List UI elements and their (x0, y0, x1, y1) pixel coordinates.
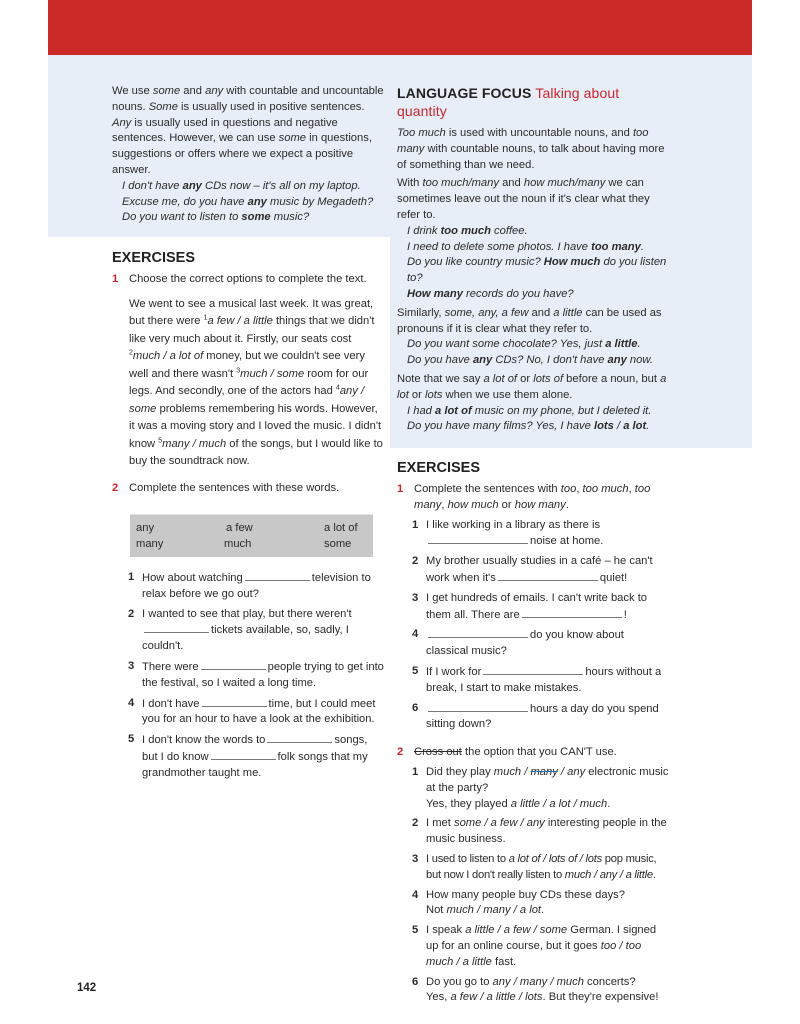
list-item: 2 My brother usually studies in a café – he can't work when it's quiet! (412, 555, 653, 584)
list-item: 4 do you know about classical music? (412, 628, 624, 658)
task-2-instruction (397, 745, 669, 761)
choice-option[interactable]: much / many / a lot (446, 904, 542, 917)
lf-example: Do you want some chocolate? Yes, just a little. (407, 338, 641, 351)
lf-paragraph: Similarly, some, any, a few and a little can be used as pronouns if it is clear what they refer to. (397, 306, 662, 335)
grammar-intro (112, 84, 384, 226)
list-item: 4 I don't have time, but I could meet you for an hour to have a look at the exhibition. (128, 696, 376, 726)
answer-blank[interactable] (428, 533, 528, 544)
crossed-out-option[interactable]: many (530, 765, 558, 778)
choice-option[interactable]: a little / a lot / much (510, 797, 608, 810)
choice-option[interactable]: some / a few / any (453, 817, 545, 830)
list-item: 5 I don't know the words to songs, but I do know folk songs that my grandmother taught me. (128, 733, 368, 779)
language-focus (397, 84, 669, 435)
language-focus-title: LANGUAGE FOCUS Talking about quantity (397, 85, 620, 119)
right-exercises (397, 460, 669, 1006)
word: any (136, 522, 155, 534)
grammar-example: Do you want to listen to some music? (122, 211, 310, 224)
answer-blank[interactable] (201, 659, 266, 670)
task-2-items (397, 765, 669, 1006)
lf-example: How many records do you have? (407, 287, 574, 300)
instruction-text: Cross out the option that you CAN'T use. (414, 746, 617, 759)
task-number: 2 (397, 746, 404, 759)
lf-paragraph: With too much/many and how much/many we can sometimes leave out the noun if it's clear what they refer to. (397, 177, 650, 221)
list-item: 6 Do you go to any / many / much concerts? Yes, a few / a little / lots. But they're expensive! (412, 975, 659, 1004)
list-item: 3 I get hundreds of emails. I can't write back to them all. There are ! (412, 591, 648, 621)
answer-blank[interactable] (211, 749, 276, 760)
header-banner (48, 0, 752, 55)
exercises-heading: EXERCISES (112, 250, 195, 266)
exercises-heading: EXERCISES (397, 460, 480, 476)
word: some (324, 538, 352, 550)
list-item: 2 I met some / a few / any interesting people in the music business. (412, 817, 667, 846)
choice-option[interactable]: much / any / a little (564, 868, 653, 881)
answer-blank[interactable] (202, 696, 267, 707)
lf-example: I drink too much coffee. (407, 224, 528, 237)
word-box (130, 514, 373, 557)
list-item: 3 I used to listen to a lot of / lots of / lots pop music, but now I don't really listen to much / any / a little. (412, 852, 657, 881)
list-item: 1 I like working in a library as there is noise at home. (412, 518, 604, 548)
word: much (224, 538, 252, 550)
task-1-items (397, 518, 669, 734)
left-exercises (112, 250, 384, 497)
lf-example: Do you like country music? How much do you listen to? (407, 256, 667, 285)
answer-blank[interactable] (483, 664, 583, 675)
choice-option[interactable]: a few / a little / lots (450, 991, 543, 1004)
answer-blank[interactable] (428, 701, 528, 712)
list-item: 4 How many people buy CDs these days? Not much / many / a lot. (412, 888, 625, 917)
instruction-text: Complete the sentences with these words. (129, 481, 340, 494)
answer-blank[interactable] (498, 570, 598, 581)
list-item: 3 There were people trying to get into the festival, so I waited a long time. (128, 659, 384, 689)
list-item: 5 If I work for hours without a break, I start to make mistakes. (412, 664, 662, 694)
answer-blank[interactable] (267, 732, 332, 743)
lf-example: Do you have many films? Yes, I have lots / a lot. (407, 420, 650, 433)
answer-blank[interactable] (245, 570, 310, 581)
list-item: 5 I speak a little / a few / some German. I signed up for an online course, but it goes too / too much / a little fast. (412, 924, 657, 968)
word: a few (226, 522, 253, 534)
choice-option[interactable]: much / (493, 765, 531, 778)
task-number: 1 (397, 483, 404, 495)
choice-option[interactable]: a few / a little (207, 315, 273, 328)
lf-example: I need to delete some photos. I have too many. (407, 240, 644, 253)
language-focus-subtitle: Talking about quantity (397, 85, 620, 119)
choice-option[interactable]: any / some (129, 385, 365, 415)
task-1-text: We went to see a musical last week. It was great, but there were $^1$a few / a little things that we didn't like very much about it. Firstly, our seats cost $^2$much / a lot of money, but we couldn't see very well and there wasn't $^3$much / some room for our legs. And secondly, one of the actors had $^4$any / some problems remembering his words. However, it was a moving story and I loved the music. I didn't know $^5$many / much of the songs, but I would like to buy the soundtrack now. (129, 297, 383, 468)
choice-option[interactable]: much / a lot of (132, 350, 204, 363)
list-item: 6 hours a day do you spend sitting down? (412, 701, 659, 731)
instruction-text: Choose the correct options to complete the text. (129, 273, 367, 285)
task-1-instruction (397, 482, 669, 514)
choice-option[interactable]: / any (557, 765, 586, 778)
list-item: 2 I wanted to see that play, but there weren't tickets available, so, sadly, I couldn't. (128, 607, 352, 653)
task-1-instruction (112, 272, 384, 288)
lf-paragraph: Note that we say a lot of or lots of before a noun, but a lot or lots when we use them alone. (397, 372, 667, 401)
task-2-items (128, 566, 384, 782)
list-item: 1 Did they play much / many / any electronic music at the party? Yes, they played a little / a lot / much. (412, 765, 669, 810)
lf-example: I had a lot of music on my phone, but I deleted it. (407, 404, 652, 417)
answer-blank[interactable] (522, 607, 622, 618)
choice-option[interactable]: too / too much / a little (426, 939, 642, 968)
grammar-intro-text: We use some and any with countable and uncountable nouns. Some is usually used in positive sentences. Any is usually used in questions and negative sentences. However, we can use some in questions, suggestions or offers where we expect a positive answer. (112, 85, 384, 176)
task-number: 1 (112, 273, 119, 285)
choice-option[interactable]: a lot of / lots of / lots (508, 852, 602, 865)
grammar-example: I don't have any CDs now – it's all on my laptop. (122, 179, 361, 192)
instruction-text: Complete the sentences with too, too much, too many, how much or how many. (414, 483, 651, 511)
choice-option[interactable]: any / many / much (492, 975, 584, 988)
word: many (136, 538, 164, 550)
page-number: 142 (77, 982, 97, 994)
lf-paragraph: Too much is used with uncountable nouns, and too many with countable nouns, to talk about having more of something than we need. (397, 127, 665, 171)
grammar-example: Excuse me, do you have any music by Megadeth? (122, 195, 374, 208)
list-item: 1 How about watching television to relax before we go out? (128, 571, 371, 600)
answer-blank[interactable] (144, 622, 209, 633)
lf-example: Do you have any CDs? No, I don't have any now. (407, 354, 653, 367)
choice-option[interactable]: a little / a few / some (465, 924, 568, 937)
choice-option[interactable]: many / much (162, 437, 227, 450)
task-2-instruction (112, 481, 384, 497)
task-number: 2 (112, 481, 119, 494)
choice-option[interactable]: much / some (240, 367, 305, 380)
word: a lot of (324, 522, 358, 534)
answer-blank[interactable] (428, 627, 528, 638)
